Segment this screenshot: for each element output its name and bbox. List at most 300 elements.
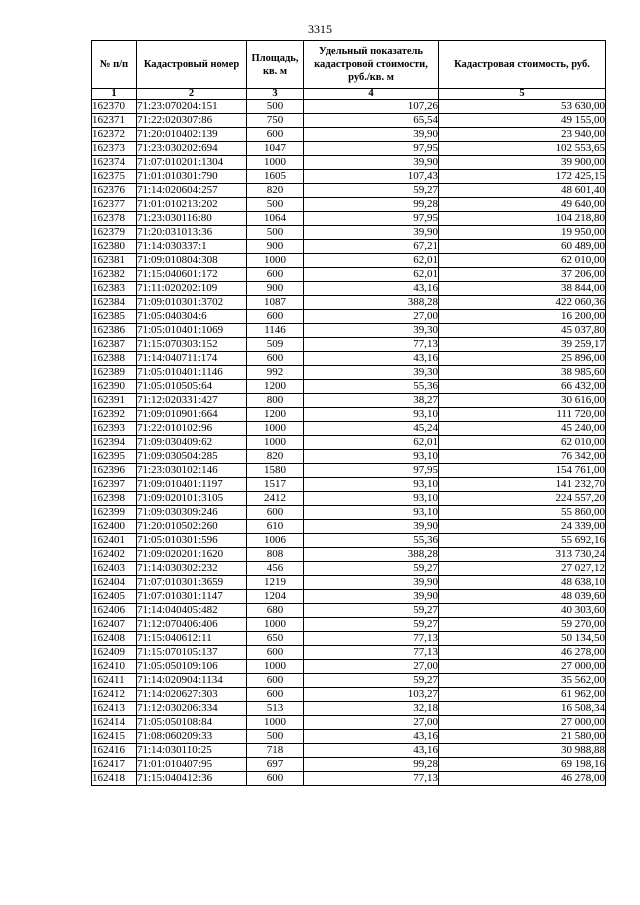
cell-area: 1006 — [247, 534, 304, 548]
cell-cadastral-value: 53 630,00 — [439, 100, 606, 114]
page-number: 3315 — [308, 22, 332, 36]
cell-cadastral-value: 50 134,50 — [439, 632, 606, 646]
cell-row-number: 162385 — [92, 310, 137, 324]
cell-specific-value: 55,36 — [304, 380, 439, 394]
cell-row-number: 162416 — [92, 744, 137, 758]
table-row — [92, 688, 606, 702]
cell-row-number: 162386 — [92, 324, 137, 338]
cell-cadastral-value: 154 761,00 — [439, 464, 606, 478]
cell-row-number: 162417 — [92, 758, 137, 772]
cell-specific-value: 65,54 — [304, 114, 439, 128]
table-row — [92, 674, 606, 688]
cell-specific-value: 59,27 — [304, 674, 439, 688]
cell-area: 1000 — [247, 422, 304, 436]
cell-cadastral-number: 71:09:030309:246 — [137, 506, 247, 520]
table-row — [92, 716, 606, 730]
cell-cadastral-value: 224 557,20 — [439, 492, 606, 506]
cell-area: 500 — [247, 198, 304, 212]
cell-area: 600 — [247, 310, 304, 324]
table-row — [92, 660, 606, 674]
cell-cadastral-number: 71:09:030504:285 — [137, 450, 247, 464]
cell-cadastral-value: 16 508,34 — [439, 702, 606, 716]
cell-row-number: 162407 — [92, 618, 137, 632]
cell-cadastral-value: 27 027,12 — [439, 562, 606, 576]
cell-cadastral-value: 30 616,00 — [439, 394, 606, 408]
cell-row-number: 162415 — [92, 730, 137, 744]
cell-cadastral-number: 71:08:060209:33 — [137, 730, 247, 744]
cell-specific-value: 39,90 — [304, 128, 439, 142]
table-row — [92, 226, 606, 240]
cell-row-number: 162406 — [92, 604, 137, 618]
cell-cadastral-number: 71:01:010407:95 — [137, 758, 247, 772]
cell-cadastral-value: 55 692,16 — [439, 534, 606, 548]
cell-area: 610 — [247, 520, 304, 534]
header-specific-value: Удельный показатель кадастровой стоимости, руб./кв. м — [304, 41, 439, 89]
table-row — [92, 408, 606, 422]
cell-area: 1064 — [247, 212, 304, 226]
cell-area: 750 — [247, 114, 304, 128]
cell-row-number: 162403 — [92, 562, 137, 576]
cell-cadastral-number: 71:23:070204:151 — [137, 100, 247, 114]
cell-area: 1204 — [247, 590, 304, 604]
cell-cadastral-number: 71:14:020604:257 — [137, 184, 247, 198]
cell-area: 1000 — [247, 156, 304, 170]
cell-specific-value: 97,95 — [304, 212, 439, 226]
table-row — [92, 730, 606, 744]
cell-specific-value: 43,16 — [304, 744, 439, 758]
table-row — [92, 156, 606, 170]
table-row — [92, 632, 606, 646]
cell-cadastral-value: 35 562,00 — [439, 674, 606, 688]
cell-specific-value: 388,28 — [304, 548, 439, 562]
cell-specific-value: 62,01 — [304, 436, 439, 450]
cell-cadastral-value: 39 900,00 — [439, 156, 606, 170]
cell-cadastral-value: 37 206,00 — [439, 268, 606, 282]
cell-area: 808 — [247, 548, 304, 562]
cell-specific-value: 55,36 — [304, 534, 439, 548]
cell-cadastral-value: 49 640,00 — [439, 198, 606, 212]
table-header-row — [92, 41, 606, 89]
cell-cadastral-number: 71:22:020307:86 — [137, 114, 247, 128]
cell-area: 1517 — [247, 478, 304, 492]
cell-cadastral-value: 45 037,80 — [439, 324, 606, 338]
table-row — [92, 254, 606, 268]
cell-area: 1000 — [247, 436, 304, 450]
cell-area: 680 — [247, 604, 304, 618]
cell-cadastral-number: 71:14:040711:174 — [137, 352, 247, 366]
table-row — [92, 394, 606, 408]
cell-cadastral-number: 71:12:070406:406 — [137, 618, 247, 632]
cell-row-number: 162381 — [92, 254, 137, 268]
cell-specific-value: 38,27 — [304, 394, 439, 408]
cell-cadastral-value: 48 638,10 — [439, 576, 606, 590]
table-row — [92, 366, 606, 380]
table-row — [92, 310, 606, 324]
cell-cadastral-value: 49 155,00 — [439, 114, 606, 128]
cell-cadastral-value: 69 198,16 — [439, 758, 606, 772]
cell-area: 1087 — [247, 296, 304, 310]
cell-area: 600 — [247, 352, 304, 366]
cell-specific-value: 99,28 — [304, 758, 439, 772]
cell-cadastral-number: 71:14:030110:25 — [137, 744, 247, 758]
cell-area: 513 — [247, 702, 304, 716]
cell-cadastral-value: 30 988,88 — [439, 744, 606, 758]
cell-cadastral-value: 23 940,00 — [439, 128, 606, 142]
table-row — [92, 170, 606, 184]
cell-cadastral-number: 71:14:030302:232 — [137, 562, 247, 576]
cell-specific-value: 97,95 — [304, 464, 439, 478]
table-row — [92, 282, 606, 296]
cell-row-number: 162389 — [92, 366, 137, 380]
cell-cadastral-number: 71:09:010804:308 — [137, 254, 247, 268]
cell-area: 456 — [247, 562, 304, 576]
cell-row-number: 162396 — [92, 464, 137, 478]
cell-area: 1000 — [247, 716, 304, 730]
cell-row-number: 162408 — [92, 632, 137, 646]
cell-area: 500 — [247, 100, 304, 114]
cell-cadastral-value: 76 342,00 — [439, 450, 606, 464]
cell-row-number: 162387 — [92, 338, 137, 352]
cell-row-number: 162405 — [92, 590, 137, 604]
cell-area: 800 — [247, 394, 304, 408]
table-row — [92, 450, 606, 464]
cell-cadastral-value: 27 000,00 — [439, 660, 606, 674]
cell-specific-value: 93,10 — [304, 492, 439, 506]
cell-cadastral-number: 71:05:010301:596 — [137, 534, 247, 548]
cell-row-number: 162378 — [92, 212, 137, 226]
cell-area: 1000 — [247, 618, 304, 632]
table-row — [92, 296, 606, 310]
table-row — [92, 464, 606, 478]
cell-row-number: 162374 — [92, 156, 137, 170]
cell-row-number: 162370 — [92, 100, 137, 114]
table-row — [92, 506, 606, 520]
cell-row-number: 162379 — [92, 226, 137, 240]
cell-cadastral-number: 71:20:010402:139 — [137, 128, 247, 142]
cell-specific-value: 39,90 — [304, 226, 439, 240]
cell-specific-value: 59,27 — [304, 184, 439, 198]
cell-area: 509 — [247, 338, 304, 352]
table-row — [92, 534, 606, 548]
cell-row-number: 162401 — [92, 534, 137, 548]
cell-specific-value: 67,21 — [304, 240, 439, 254]
table-row — [92, 240, 606, 254]
cell-row-number: 162372 — [92, 128, 137, 142]
cell-cadastral-number: 71:01:010213:202 — [137, 198, 247, 212]
cell-specific-value: 62,01 — [304, 254, 439, 268]
cell-cadastral-number: 71:20:010502:260 — [137, 520, 247, 534]
cell-cadastral-number: 71:12:020331:427 — [137, 394, 247, 408]
table-row — [92, 744, 606, 758]
cell-area: 600 — [247, 506, 304, 520]
cell-specific-value: 77,13 — [304, 646, 439, 660]
cell-area: 1580 — [247, 464, 304, 478]
cell-specific-value: 107,43 — [304, 170, 439, 184]
cell-cadastral-number: 71:05:040304:6 — [137, 310, 247, 324]
cell-cadastral-number: 71:07:010201:1304 — [137, 156, 247, 170]
cell-row-number: 162400 — [92, 520, 137, 534]
cell-cadastral-value: 59 270,00 — [439, 618, 606, 632]
cell-row-number: 162388 — [92, 352, 137, 366]
cell-cadastral-number: 71:05:010401:1069 — [137, 324, 247, 338]
column-index-1: 1 — [92, 89, 137, 100]
cell-cadastral-number: 71:20:031013:36 — [137, 226, 247, 240]
table-row — [92, 422, 606, 436]
cell-area: 600 — [247, 772, 304, 786]
cell-row-number: 162391 — [92, 394, 137, 408]
cell-row-number: 162418 — [92, 772, 137, 786]
cadastral-value-table — [91, 40, 606, 786]
cell-row-number: 162410 — [92, 660, 137, 674]
cell-row-number: 162382 — [92, 268, 137, 282]
cell-cadastral-number: 71:15:040412:36 — [137, 772, 247, 786]
cell-specific-value: 99,28 — [304, 198, 439, 212]
cell-area: 600 — [247, 688, 304, 702]
cell-row-number: 162409 — [92, 646, 137, 660]
cell-specific-value: 59,27 — [304, 562, 439, 576]
cell-area: 1000 — [247, 660, 304, 674]
cell-row-number: 162395 — [92, 450, 137, 464]
table-row — [92, 198, 606, 212]
cell-cadastral-value: 66 432,00 — [439, 380, 606, 394]
cell-area: 992 — [247, 366, 304, 380]
cell-cadastral-number: 71:23:030102:146 — [137, 464, 247, 478]
table-row — [92, 324, 606, 338]
cell-area: 1000 — [247, 254, 304, 268]
cell-cadastral-value: 24 339,00 — [439, 520, 606, 534]
cell-area: 718 — [247, 744, 304, 758]
cell-row-number: 162412 — [92, 688, 137, 702]
table-row — [92, 492, 606, 506]
cell-specific-value: 39,90 — [304, 576, 439, 590]
table-row — [92, 212, 606, 226]
cell-specific-value: 27,00 — [304, 310, 439, 324]
cell-cadastral-number: 71:01:010301:790 — [137, 170, 247, 184]
cell-area: 650 — [247, 632, 304, 646]
cell-specific-value: 39,30 — [304, 324, 439, 338]
cell-row-number: 162404 — [92, 576, 137, 590]
table-row — [92, 604, 606, 618]
cell-area: 697 — [247, 758, 304, 772]
cell-cadastral-number: 71:15:070303:152 — [137, 338, 247, 352]
cell-cadastral-number: 71:23:030116:80 — [137, 212, 247, 226]
cell-row-number: 162402 — [92, 548, 137, 562]
cell-row-number: 162371 — [92, 114, 137, 128]
cell-cadastral-number: 71:15:040601:172 — [137, 268, 247, 282]
cell-area: 1200 — [247, 380, 304, 394]
table-row — [92, 548, 606, 562]
cell-area: 2412 — [247, 492, 304, 506]
cell-cadastral-number: 71:14:040405:482 — [137, 604, 247, 618]
cell-specific-value: 388,28 — [304, 296, 439, 310]
cell-row-number: 162398 — [92, 492, 137, 506]
cell-specific-value: 39,90 — [304, 520, 439, 534]
column-index-3: 3 — [247, 89, 304, 100]
cell-cadastral-value: 38 844,00 — [439, 282, 606, 296]
table-row — [92, 772, 606, 786]
cell-area: 1200 — [247, 408, 304, 422]
cell-row-number: 162413 — [92, 702, 137, 716]
cell-area: 500 — [247, 730, 304, 744]
cell-specific-value: 43,16 — [304, 352, 439, 366]
cell-specific-value: 103,27 — [304, 688, 439, 702]
table-row — [92, 352, 606, 366]
cell-specific-value: 32,18 — [304, 702, 439, 716]
cell-cadastral-value: 39 259,17 — [439, 338, 606, 352]
cell-row-number: 162384 — [92, 296, 137, 310]
cell-cadastral-value: 48 039,60 — [439, 590, 606, 604]
table-row — [92, 142, 606, 156]
cell-cadastral-number: 71:14:020904:1134 — [137, 674, 247, 688]
cell-cadastral-value: 45 240,00 — [439, 422, 606, 436]
cell-area: 900 — [247, 282, 304, 296]
cell-cadastral-number: 71:07:010301:1147 — [137, 590, 247, 604]
table-row — [92, 100, 606, 114]
cell-cadastral-value: 27 000,00 — [439, 716, 606, 730]
cell-cadastral-value: 25 896,00 — [439, 352, 606, 366]
table-row — [92, 646, 606, 660]
table-row — [92, 758, 606, 772]
cell-cadastral-number: 71:05:010401:1146 — [137, 366, 247, 380]
cell-area: 600 — [247, 646, 304, 660]
cell-cadastral-number: 71:14:020627:303 — [137, 688, 247, 702]
cell-cadastral-value: 111 720,00 — [439, 408, 606, 422]
cell-area: 1047 — [247, 142, 304, 156]
table-row — [92, 562, 606, 576]
cell-cadastral-number: 71:09:010401:1197 — [137, 478, 247, 492]
cell-specific-value: 43,16 — [304, 730, 439, 744]
table-row — [92, 114, 606, 128]
table-row — [92, 128, 606, 142]
cell-specific-value: 77,13 — [304, 772, 439, 786]
cell-row-number: 162399 — [92, 506, 137, 520]
column-index-row — [92, 89, 606, 100]
cell-cadastral-number: 71:09:020201:1620 — [137, 548, 247, 562]
cell-cadastral-number: 71:15:040612:11 — [137, 632, 247, 646]
cell-specific-value: 59,27 — [304, 604, 439, 618]
cell-specific-value: 39,90 — [304, 156, 439, 170]
cell-row-number: 162392 — [92, 408, 137, 422]
header-area: Площадь, кв. м — [247, 41, 304, 89]
header-cadastral-number: Кадастровый номер — [137, 41, 247, 89]
cell-specific-value: 39,90 — [304, 590, 439, 604]
cell-cadastral-number: 71:22:010102:96 — [137, 422, 247, 436]
cell-specific-value: 62,01 — [304, 268, 439, 282]
cell-cadastral-value: 141 232,70 — [439, 478, 606, 492]
cell-cadastral-value: 46 278,00 — [439, 646, 606, 660]
cell-cadastral-value: 46 278,00 — [439, 772, 606, 786]
cell-row-number: 162397 — [92, 478, 137, 492]
cell-cadastral-number: 71:12:030206:334 — [137, 702, 247, 716]
table-row — [92, 436, 606, 450]
cell-cadastral-value: 48 601,40 — [439, 184, 606, 198]
cell-cadastral-value: 102 553,65 — [439, 142, 606, 156]
cell-specific-value: 27,00 — [304, 660, 439, 674]
cell-cadastral-value: 40 303,60 — [439, 604, 606, 618]
column-index-2: 2 — [137, 89, 247, 100]
cell-specific-value: 43,16 — [304, 282, 439, 296]
column-index-4: 4 — [304, 89, 439, 100]
cell-specific-value: 93,10 — [304, 478, 439, 492]
cell-area: 1146 — [247, 324, 304, 338]
cell-area: 820 — [247, 184, 304, 198]
cell-row-number: 162411 — [92, 674, 137, 688]
table-row — [92, 338, 606, 352]
cell-cadastral-number: 71:15:070105:137 — [137, 646, 247, 660]
header-cadastral-value: Кадастровая стоимость, руб. — [439, 41, 606, 89]
cell-cadastral-number: 71:09:010301:3702 — [137, 296, 247, 310]
cell-area: 1605 — [247, 170, 304, 184]
cell-cadastral-number: 71:05:010505:64 — [137, 380, 247, 394]
table-row — [92, 184, 606, 198]
cell-row-number: 162373 — [92, 142, 137, 156]
cell-row-number: 162414 — [92, 716, 137, 730]
cell-area: 1219 — [247, 576, 304, 590]
cell-cadastral-value: 62 010,00 — [439, 254, 606, 268]
cell-specific-value: 77,13 — [304, 632, 439, 646]
cell-area: 600 — [247, 128, 304, 142]
table-row — [92, 576, 606, 590]
cell-cadastral-number: 71:07:010301:3659 — [137, 576, 247, 590]
cell-cadastral-value: 62 010,00 — [439, 436, 606, 450]
table-row — [92, 380, 606, 394]
cell-area: 600 — [247, 268, 304, 282]
cell-cadastral-number: 71:09:020101:3105 — [137, 492, 247, 506]
cell-row-number: 162376 — [92, 184, 137, 198]
cell-cadastral-number: 71:05:050109:106 — [137, 660, 247, 674]
cell-specific-value: 39,30 — [304, 366, 439, 380]
cell-area: 820 — [247, 450, 304, 464]
cell-specific-value: 45,24 — [304, 422, 439, 436]
cell-specific-value: 77,13 — [304, 338, 439, 352]
table-row — [92, 520, 606, 534]
cell-cadastral-value: 60 489,00 — [439, 240, 606, 254]
cell-cadastral-number: 71:09:030409:62 — [137, 436, 247, 450]
header-row-number: № п/п — [92, 41, 137, 89]
cell-cadastral-number: 71:23:030202:694 — [137, 142, 247, 156]
column-index-5: 5 — [439, 89, 606, 100]
cell-cadastral-value: 104 218,80 — [439, 212, 606, 226]
cell-row-number: 162377 — [92, 198, 137, 212]
cell-cadastral-value: 61 962,00 — [439, 688, 606, 702]
cell-row-number: 162375 — [92, 170, 137, 184]
cell-area: 600 — [247, 674, 304, 688]
table-row — [92, 702, 606, 716]
cell-specific-value: 93,10 — [304, 506, 439, 520]
cell-specific-value: 27,00 — [304, 716, 439, 730]
table-row — [92, 268, 606, 282]
cell-cadastral-value: 55 860,00 — [439, 506, 606, 520]
cell-cadastral-value: 19 950,00 — [439, 226, 606, 240]
cell-row-number: 162380 — [92, 240, 137, 254]
table-row — [92, 618, 606, 632]
cell-cadastral-value: 16 200,00 — [439, 310, 606, 324]
cell-cadastral-value: 21 580,00 — [439, 730, 606, 744]
cell-cadastral-value: 172 425,15 — [439, 170, 606, 184]
cell-specific-value: 93,10 — [304, 408, 439, 422]
cell-cadastral-value: 38 985,60 — [439, 366, 606, 380]
table-row — [92, 478, 606, 492]
cell-specific-value: 97,95 — [304, 142, 439, 156]
cell-cadastral-number: 71:11:020202:109 — [137, 282, 247, 296]
cell-area: 900 — [247, 240, 304, 254]
cell-row-number: 162393 — [92, 422, 137, 436]
table-row — [92, 590, 606, 604]
cell-cadastral-value: 422 060,36 — [439, 296, 606, 310]
cell-cadastral-value: 313 730,24 — [439, 548, 606, 562]
cell-cadastral-number: 71:09:010901:664 — [137, 408, 247, 422]
cell-specific-value: 107,26 — [304, 100, 439, 114]
